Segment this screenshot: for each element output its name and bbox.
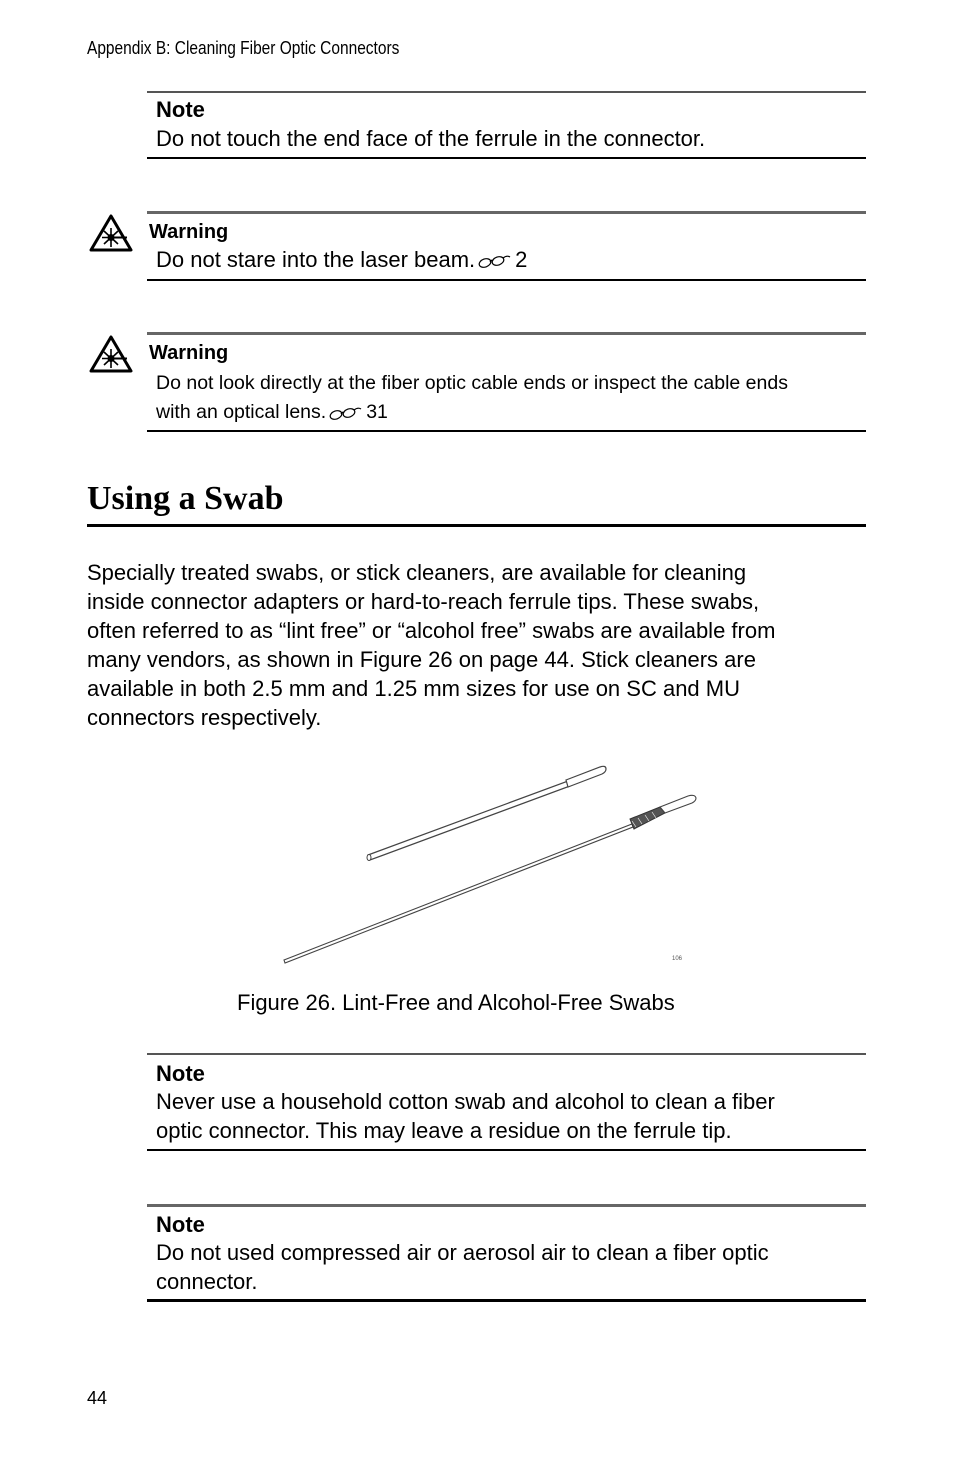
note-top-rule (147, 1053, 866, 1055)
lint-free-swab (367, 766, 606, 860)
eyeglasses-icon (328, 405, 362, 421)
paragraph-line: often referred to as “lint free” or “alcohol free” swabs are available from (87, 618, 776, 643)
laser-warning-icon (89, 214, 133, 252)
note-title: Note (156, 97, 205, 122)
figure-caption: Figure 26. Lint-Free and Alcohol-Free Swabs (237, 990, 675, 1015)
note-bottom-rule (147, 1149, 866, 1151)
eyeglasses-icon (477, 253, 511, 269)
note-bottom-rule (147, 1299, 866, 1302)
note-body-line: connector. (156, 1269, 258, 1294)
alcohol-free-swab (284, 795, 696, 963)
note-body-line: Do not used compressed air or aerosol air to clean a fiber optic (156, 1240, 769, 1265)
paragraph-line: many vendors, as shown in Figure 26 on page 44. Stick cleaners are (87, 647, 756, 672)
section-heading: Using a Swab (87, 480, 284, 517)
warning-reference: 31 (366, 401, 388, 423)
note-box-2 (147, 1053, 866, 1153)
laser-warning-icon (89, 335, 133, 373)
paragraph-line: inside connector adapters or hard-to-reach ferrule tips. These swabs, (87, 589, 760, 614)
note-body (156, 1087, 856, 1145)
paragraph-line: connectors respectively. (87, 705, 322, 730)
swabs-figure (270, 755, 710, 975)
warning-title: Warning (149, 221, 229, 243)
note-title: Note (156, 1212, 205, 1237)
note-body (156, 1238, 856, 1296)
warning-text-line-2 (156, 398, 866, 427)
paragraph-line: Specially treated swabs, or stick cleaners, are available for cleaning (87, 560, 747, 585)
warning-bottom-rule (147, 430, 866, 432)
note-body-line: optic connector. This may leave a residue on the ferrule tip. (156, 1118, 732, 1143)
warning-title: Warning (149, 342, 229, 364)
warning-box-2 (147, 332, 866, 434)
note-top-rule (147, 91, 866, 93)
warning-body (156, 369, 866, 427)
warning-top-rule (147, 211, 866, 214)
figure-number-label: 106 (672, 956, 683, 962)
note-top-rule (147, 1204, 866, 1207)
warning-body (156, 245, 866, 274)
note-box-1 (147, 91, 866, 161)
running-header: Appendix B: Cleaning Fiber Optic Connectors (87, 38, 400, 58)
warning-box-1 (147, 211, 866, 283)
warning-reference: 2 (515, 247, 528, 272)
paragraph-line: available in both 2.5 mm and 1.25 mm sizes for use on SC and MU (87, 676, 740, 701)
body-paragraph (87, 558, 857, 732)
note-box-3 (147, 1204, 866, 1304)
warning-text: Do not stare into the laser beam. (156, 247, 476, 272)
warning-bottom-rule (147, 279, 866, 281)
note-title: Note (156, 1061, 205, 1086)
note-body: Do not touch the end face of the ferrule in the connector. (156, 126, 706, 151)
warning-text-line-1: Do not look directly at the fiber optic cable ends or inspect the cable ends (156, 372, 788, 394)
page-number: 44 (87, 1388, 108, 1408)
warning-top-rule (147, 332, 866, 335)
warning-text-line-2-text: with an optical lens. (156, 401, 327, 423)
section-heading-rule (87, 524, 866, 527)
note-body-line: Never use a household cotton swab and alcohol to clean a fiber (156, 1089, 775, 1114)
note-bottom-rule (147, 157, 866, 159)
